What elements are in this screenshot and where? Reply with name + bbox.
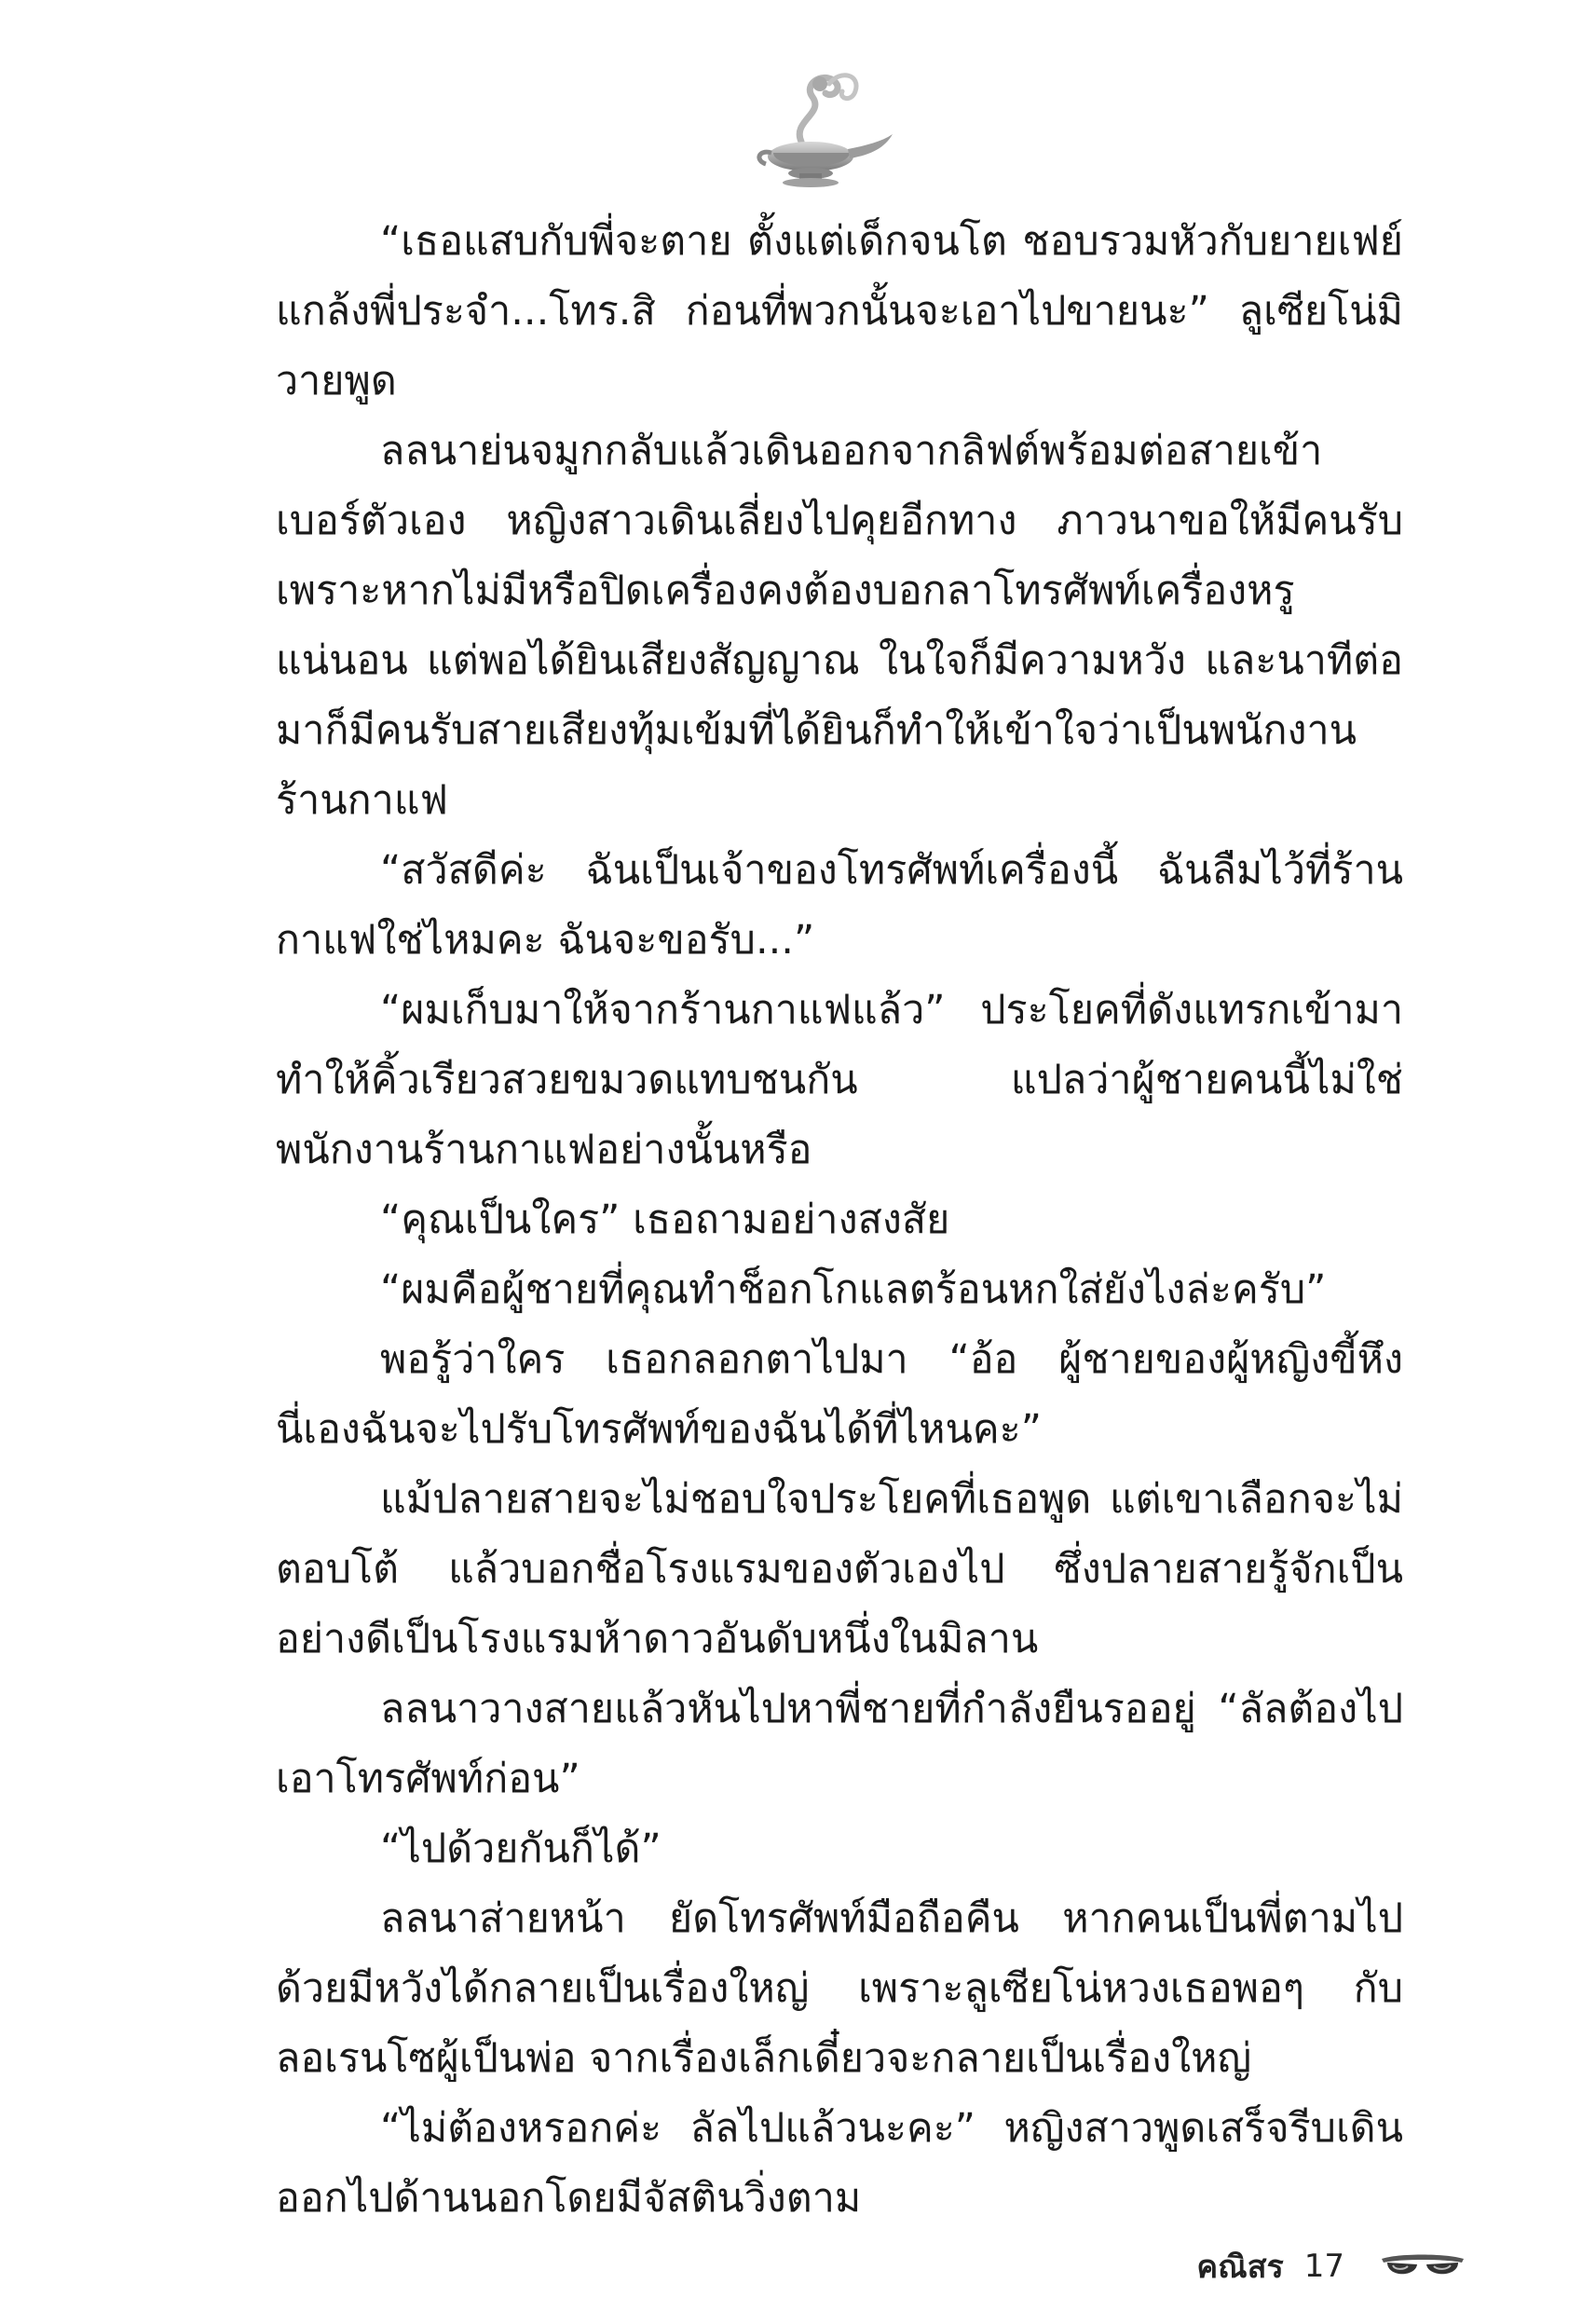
paragraph: แม้ปลายสายจะไม่ชอบใจประโยคที่เธอพูด แต่เขาเลือกจะไม่ตอบโต้ แล้วบอกชื่อโรงแรมของตัวเองไป ซึ่งปลายสายรู้จักเป็นอย่างดีเป็นโรงแรมห้าดาวอันดับหนึ่งในมิลาน (276, 1476, 1403, 1662)
page-footer (1196, 2238, 1466, 2294)
paragraph: “ผมคือผู้ชายที่คุณทำช็อกโกแลตร้อนหกใส่ยังไงล่ะครับ” (380, 1266, 1327, 1313)
page-number: 17 (1303, 2248, 1344, 2285)
paragraph: “สวัสดีค่ะ ฉันเป็นเจ้าของโทรศัพท์เครื่องนี้ ฉันลืมไว้ที่ร้านกาแฟใช่ไหมคะ ฉันจะขอรับ...” (276, 847, 1403, 964)
paragraph: “ผมเก็บมาให้จากร้านกาแฟแล้ว” ประโยคที่ดังแทรกเข้ามาทำให้คิ้วเรียวสวยขมวดแทบชนกัน แปลว่าผู้ชายคนนี้ไม่ใช่พนักงานร้านกาแฟอย่างนั้นหรือ (276, 987, 1403, 1173)
book-title: คณิสร (1196, 2249, 1284, 2286)
paragraph: “ไปด้วยกันก็ได้” (380, 1826, 662, 1872)
paragraph: พอรู้ว่าใคร เธอกลอกตาไปมา “อ้อ ผู้ชายของผู้หญิงขี้หึงนี่เองฉันจะไปรับโทรศัพท์ของฉันได้ที่ไหนคะ” (276, 1336, 1403, 1453)
paragraph: ลลนาย่นจมูกกลับแล้วเดินออกจากลิฟต์พร้อมต่อสายเข้าเบอร์ตัวเอง หญิงสาวเดินเลี่ยงไปคุยอีกทาง ภาวนาขอให้มีคนรับ เพราะหากไม่มีหรือปิดเครื่องคงต้องบอกลาโทรศัพท์เครื่องหรูแน่นอน แต่พอได้ยินเสียงสัญญาณ ในใจก็มีความหวัง และนาทีต่อมาก็มีคนรับสายเสียงทุ้มเข้มที่ได้ยินก็ทำให้เข้าใจว่าเป็นพนักงานร้านกาแฟ (276, 428, 1403, 824)
paragraph: “คุณเป็นใคร” เธอถามอย่างสงสัย (380, 1197, 950, 1243)
paragraph: “เธอแสบกับพี่จะตาย ตั้งแต่เด็กจนโต ชอบรวมหัวกับยายเฟย์แกล้งพี่ประจำ...โทร.สิ ก่อนที่พวกนั้นจะเอาไปขายนะ” ลูเซียโน่มิวายพูด (276, 218, 1403, 404)
genie-lamp-icon (736, 56, 904, 196)
paragraph: “ไม่ต้องหรอกค่ะ ลัลไปแล้วนะคะ” หญิงสาวพูดเสร็จรีบเดินออกไปด้านนอกโดยมีจัสตินวิ่งตาม (276, 2105, 1403, 2222)
sunglasses-icon (1380, 2249, 1466, 2283)
paragraph: ลลนาส่ายหน้า ยัดโทรศัพท์มือถือคืน หากคนเป็นพี่ตามไปด้วยมีหวังได้กลายเป็นเรื่องใหญ่ เพราะลูเซียโน่หวงเธอพอๆ กับลอเรนโซผู้เป็นพ่อ จากเรื่องเล็กเดี๋ยวจะกลายเป็นเรื่องใหญ่ (276, 1895, 1403, 2082)
paragraph: ลลนาวางสายแล้วหันไปหาพี่ชายที่กำลังยืนรออยู่ “ลัลต้องไปเอาโทรศัพท์ก่อน” (276, 1686, 1403, 1802)
body-text (276, 207, 1403, 2234)
